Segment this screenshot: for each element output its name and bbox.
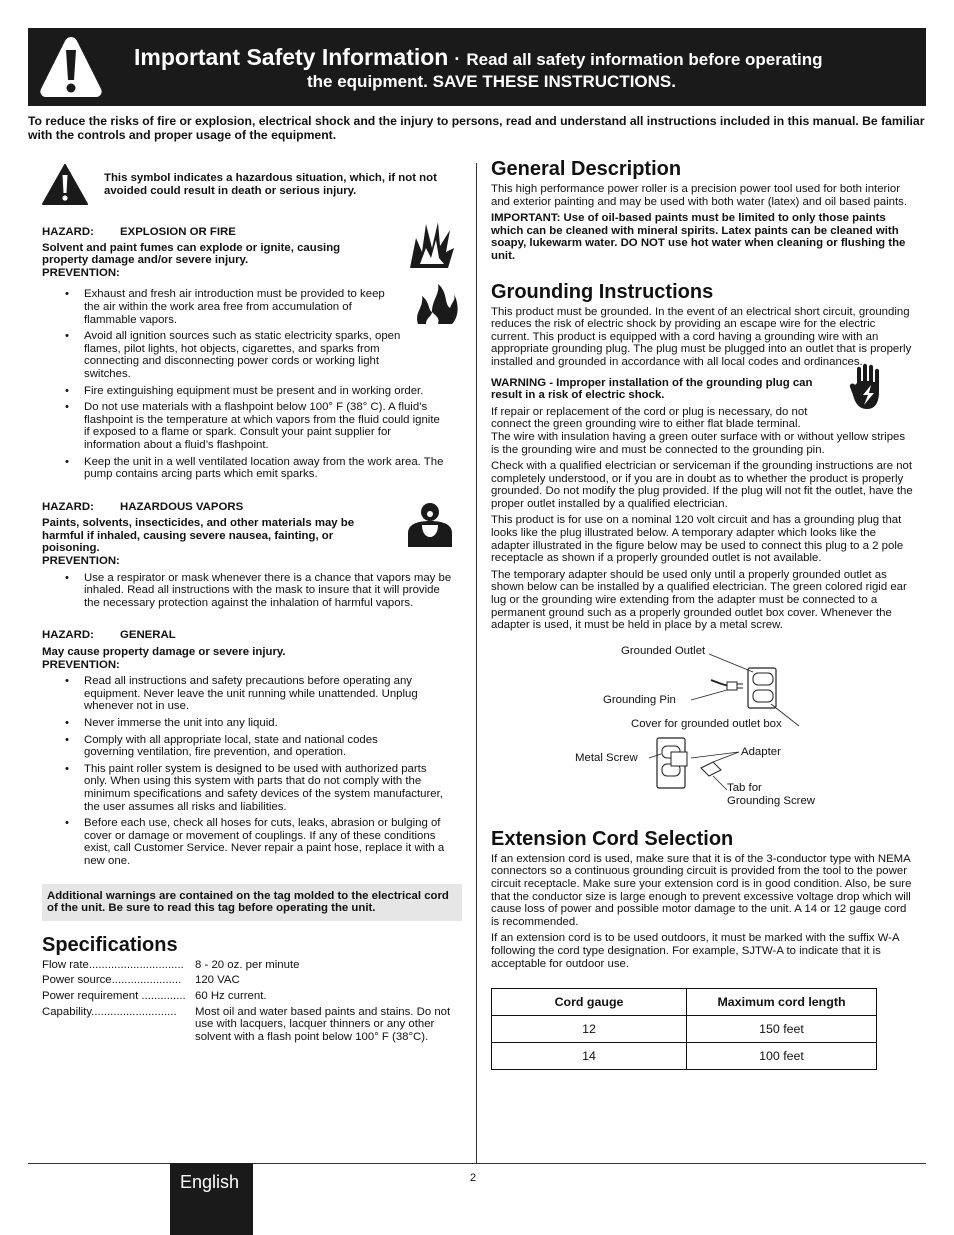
extension-text: If an extension cord is used, make sure that it is of the 3-conductor type with NEMA connectors so a continuous grounding circuit is provided from the tool to the power circuit receptacle. Make sure your extension cord is in good condition. Also, be sure that the conductor size is large enough to prevent excessive voltage drop which will cause loss of power and possible motor damage to the unit. A 14 or 12 gauge cord is recommended.	[491, 852, 912, 928]
spec-row: Power source...................... 120 VAC	[42, 974, 240, 987]
hazard-vapors-section	[42, 501, 462, 610]
cord-table	[491, 988, 877, 1070]
spec-row: Capability........................... Most oil and water based paints and stains. Do not use with lacquers, lacquer thinners or any other solvent with a flash point below 100° F (38°C).	[42, 1005, 451, 1043]
header-subtitle-2: the equipment. SAVE THESE INSTRUCTIONS.	[307, 72, 676, 91]
symbol-note-block	[42, 168, 462, 226]
left-column	[42, 168, 462, 1043]
list-item: • Use a respirator or mask whenever there is a chance that vapors may be inhaled. Read all instructions with the mask to insure that it will provide the necessary protection against the inhalation of harmful vapors.	[42, 572, 452, 610]
adapter-label: Adapter	[741, 745, 781, 758]
specifications-heading: Specifications	[42, 933, 178, 956]
column-header: Maximum cord length	[687, 989, 877, 1016]
list-item: • Before each use, check all hoses for cuts, leaks, abrasion or bulging of cover or damage or movement of couplings. If any of these conditions exist, call Customer Service. Never repair a paint hose, replace it with a new one.	[42, 817, 464, 867]
specifications-list	[42, 959, 462, 1044]
hazard-description: Paints, solvents, insecticides, and other materials may be harmful if inhaled, causing severe nausea, fainting, or poisoning.	[42, 517, 355, 555]
list-item: • Avoid all ignition sources such as static electricity sparks, open flames, pilot lights, hot objects, cigarettes, and sparks from connecting and disconnecting power cords or working light switches.	[42, 330, 422, 380]
grounding-circuit-text: This product is for use on a nominal 120 volt circuit and has a grounding plug that looks like the plug illustrated below. A temporary adapter which looks like the adapter illustrated in the figure below may be used to connect this plug to a 2 pole receptacle as shown if a properly grounded outlet is not available.	[491, 514, 904, 565]
safety-header	[28, 28, 926, 106]
right-column	[491, 158, 913, 1070]
extension-heading: Extension Cord Selection	[491, 827, 734, 850]
column-header: Cord gauge	[492, 989, 687, 1016]
prevention-label: PREVENTION:	[42, 658, 120, 671]
hazard-label: HAZARD:	[42, 500, 94, 513]
outlet-adapter-diagram	[491, 640, 913, 816]
prevention-list	[42, 288, 462, 480]
extension-outdoor-text: If an extension cord is to be used outdoors, it must be marked with the suffix W-A following the cord type designation. For example, SJTW-A to indicate that it is acceptable for outdoor use.	[491, 932, 899, 970]
page-number: 2	[470, 1172, 477, 1184]
symbol-note: This symbol indicates a hazardous situation, which, if not not avoided could result in death or serious injury.	[104, 172, 437, 197]
table-cell: 12	[492, 1016, 687, 1043]
intro-text: To reduce the risks of fire or explosion, electrical shock and the injury to persons, read and understand all instructions included in this manual. Be familiar with the controls and proper usage of the equipment.	[28, 114, 925, 142]
hazard-description: Solvent and paint fumes can explode or ignite, causing property damage and/or severe injury.	[42, 241, 341, 267]
hazard-title: GENERAL	[120, 629, 176, 642]
table-row	[492, 1043, 877, 1070]
prevention-label: PREVENTION:	[42, 266, 120, 279]
grounding-pin-label: Grounding Pin	[603, 693, 676, 706]
hazard-label: HAZARD:	[42, 226, 94, 238]
grounding-repair-text: If repair or replacement of the cord or plug is necessary, do not connect the green grounding wire to either flat blade terminal.	[491, 405, 808, 431]
list-item: • Read all instructions and safety precautions before operating any equipment. Never leave the unit running while unattended. Unplug whenever not in use.	[42, 675, 446, 713]
hazard-label: HAZARD:	[42, 629, 94, 642]
header-dot: ·	[454, 49, 461, 69]
tab-label-2: Grounding Screw	[727, 794, 816, 807]
list-item: • Fire extinguishing equipment must be present and in working order.	[42, 385, 462, 398]
prevention-label: PREVENTION:	[42, 555, 120, 568]
fire-icon	[414, 282, 458, 326]
prevention-list	[42, 675, 462, 867]
hazard-title: EXPLOSION OR FIRE	[120, 226, 236, 238]
grounding-wire-text: The wire with insulation having a green outer surface with or without yellow stripes is the grounding wire and must be connected to the grounding pin.	[491, 430, 906, 456]
hazard-explosion-section	[42, 226, 462, 481]
list-item: • Comply with all appropriate local, state and national codes governing ventilation, fire prevention, and operation.	[42, 734, 414, 759]
list-item: • Keep the unit in a well ventilated location away from the work area. The pump contains arcing parts which emit sparks.	[42, 456, 456, 481]
grounding-text: This product must be grounded. In the event of an electrical short circuit, grounding reduces the risk of electric shock by providing an escape wire for the electric current. This product is equipped with a cord having a grounding wire with an appropriate grounding plug. The plug must be plugged into an outlet that is properly installed and grounded in accordance with all local codes and ordinances.	[491, 305, 912, 368]
header-subtitle: Read all safety information before operating	[466, 50, 823, 69]
explosion-icon	[406, 218, 456, 272]
table-cell: 14	[492, 1043, 687, 1070]
grounding-adapter-text: The temporary adapter should be used only until a properly grounded outlet as shown below can be installed by a qualified electrician. The green colored rigid ear lug or the grounding wire extending from the adapter must be connected to a permanent ground such as a properly grounded outlet box cover. Whenever the adapter is used, it must be held in place by a metal screw.	[491, 568, 907, 632]
hazard-title: HAZARDOUS VAPORS	[120, 500, 244, 513]
metal-screw-label: Metal Screw	[575, 751, 638, 764]
respirator-person-icon	[406, 501, 454, 547]
table-row	[492, 1016, 877, 1043]
list-item: • Do not use materials with a flashpoint below 100° F (38° C). A fluid’s flashpoint is the temperature at which vapors from the fluid could ignite if exposed to a flame or spark. Consult your paint supplier for information about a fluid’s flashpoint.	[42, 401, 446, 451]
footer-rule	[28, 1163, 926, 1164]
spec-row: Power requirement .............. 60 Hz current.	[42, 989, 267, 1002]
cover-label: Cover for grounded outlet box	[631, 717, 782, 730]
table-cell: 150 feet	[687, 1016, 877, 1043]
prevention-list	[42, 572, 462, 610]
additional-warning-box: Additional warnings are contained on the tag molded to the electrical cord of the unit. Be sure to read this tag before operating the unit.	[42, 884, 462, 921]
hazard-general-section	[42, 629, 462, 867]
warning-triangle-icon	[42, 164, 88, 206]
list-item: • Never immerse the unit into any liquid.	[42, 717, 462, 730]
table-header-row	[492, 989, 877, 1016]
spec-row: Flow rate.............................. 8 - 20 oz. per minute	[42, 958, 300, 971]
table-cell: 100 feet	[687, 1043, 877, 1070]
list-item: • Exhaust and fresh air introduction must be provided to keep the air within the work area free from accumulation of flammable vapors.	[42, 288, 396, 326]
general-description-heading: General Description	[491, 158, 682, 180]
language-tab	[170, 1163, 253, 1235]
list-item: • This paint roller system is designed to be used with authorized parts only. When using this system with parts that do not comply with the minimum specifications and safety devices of the system manufacturer, the user assumes all risks and liabilities.	[42, 763, 446, 813]
grounding-warning: WARNING - Improper installation of the grounding plug can result in a risk of electric shock.	[491, 376, 813, 402]
column-divider	[476, 163, 477, 1163]
grounding-check-text: Check with a qualified electrician or serviceman if the grounding instructions are not completely understood, or if you are in doubt as to whether the product is properly grounded. Do not modify the plug provided. If the plug will not fit the outlet, have the proper outlet installed by a qualified electrician.	[491, 460, 913, 510]
tab-label: Tab for	[727, 781, 762, 794]
important-note: IMPORTANT: Use of oil-based paints must be limited to only those paints which can be cleaned with mineral spirits. Latex paints can be cleaned with soapy, lukewarm water. DO NOT use hot water when cleaning or flushing the unit.	[491, 212, 906, 262]
header-title: Important Safety Information	[134, 44, 449, 70]
warning-triangle-icon	[38, 34, 104, 100]
hazard-description: May cause property damage or severe injury.	[42, 646, 286, 659]
grounding-heading: Grounding Instructions	[491, 280, 714, 303]
general-description-text: This high performance power roller is a precision power tool used for both interior and exterior painting and may be used with both water (latex) and oil based paints.	[491, 183, 908, 208]
language-label: English	[180, 1172, 240, 1192]
grounded-outlet-label: Grounded Outlet	[621, 644, 706, 657]
electric-shock-hand-icon	[849, 363, 889, 415]
grounding-warning-block	[491, 377, 913, 457]
